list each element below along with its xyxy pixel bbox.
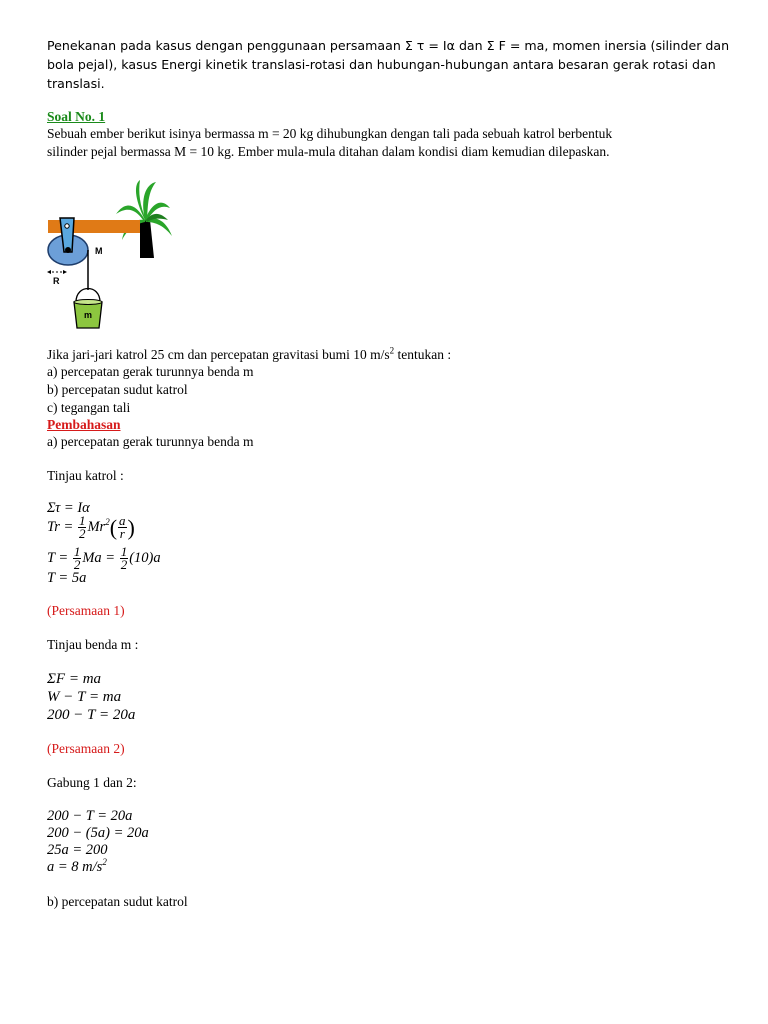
- pulley-figure: [44, 174, 184, 334]
- question-intro-tail: tentukan :: [394, 347, 452, 362]
- benda-heading: Tinjau benda m :: [47, 637, 139, 652]
- solution-part-a: a) percepatan gerak turunnya benda m: [47, 434, 254, 449]
- equation-tr: Tr = $\frac{1}{2}$ Mr$^2$( $\frac{a}{r}$ ): [47, 513, 135, 541]
- equation-200-minus-t: 200 − T = 20a: [47, 707, 136, 723]
- solution-heading: Pembahasan: [47, 417, 121, 432]
- label-M: M: [95, 246, 103, 256]
- question-c: c) tegangan tali: [47, 400, 131, 415]
- question-a: a) percepatan gerak turunnya benda m: [47, 364, 254, 379]
- equation-tr-left: Tr =: [47, 518, 74, 535]
- equation-combine-3: 25a = 200: [47, 842, 108, 858]
- question-intro: [47, 346, 451, 364]
- question-intro-sup: 2: [389, 345, 395, 356]
- equation-result-a: a = 8 $m/s^2$: [47, 857, 107, 875]
- question-intro-text: Jika jari-jari katrol 25 cm dan percepatan gravitasi bumi 10 m/s: [47, 347, 390, 362]
- intro-line-1: Penekanan pada kasus dengan penggunaan persamaan Σ τ = Iα dan Σ F = ma, momen inersia (silinder dan: [47, 38, 730, 53]
- equation-torque: Στ = Iα: [47, 500, 90, 516]
- equation-combine-1: 200 − T = 20a: [47, 808, 133, 824]
- equation-t-5a: T = 5a: [47, 570, 87, 586]
- intro-paragraph: [47, 36, 747, 93]
- problem-line-1: Sebuah ember berikut isinya bermassa m = 20 kg dihubungkan dengan tali pada sebuah katrol berbentuk: [47, 126, 613, 141]
- label-R: R: [53, 276, 60, 286]
- persamaan-1-label: (Persamaan 1): [47, 603, 125, 618]
- fraction-half: $\frac{1}{2}$: [78, 513, 86, 541]
- equation-t-right: (10)a: [129, 549, 161, 566]
- equation-tr-mid: Mr: [87, 518, 106, 535]
- equation-sum-force: ΣF = ma: [47, 671, 102, 687]
- label-m: m: [84, 310, 93, 320]
- persamaan-2-label: (Persamaan 2): [47, 741, 125, 756]
- katrol-heading: Tinjau katrol :: [47, 468, 124, 483]
- question-b: b) percepatan sudut katrol: [47, 382, 188, 397]
- equation-combine-2: 200 − (5a) = 20a: [47, 825, 149, 841]
- palm-tree-illustration: [116, 180, 172, 258]
- intro-line-3: translasi.: [47, 76, 105, 91]
- problem-heading: Soal No. 1: [47, 109, 106, 124]
- equation-w-minus-t: W − T = ma: [47, 689, 122, 705]
- equation-t-mid: Ma =: [82, 549, 116, 566]
- equation-t-ma: T = $\frac{1}{2}$ Ma = $\frac{1}{2}$ (10)a: [47, 544, 161, 572]
- problem-line-2: silinder pejal bermassa M = 10 kg. Ember mula-mula ditahan dalam kondisi diam kemudian dilepaskan.: [47, 144, 610, 159]
- equation-t-left: T =: [47, 549, 69, 566]
- fraction-a-over-r: $\frac{a}{r}$: [119, 513, 126, 541]
- solution-part-b: b) percepatan sudut katrol: [47, 894, 188, 909]
- intro-line-2: bola pejal), kasus Energi kinetik translasi-rotasi dan hubungan-hubungan antara besaran gerak rotasi dan: [47, 57, 716, 72]
- gabung-heading: Gabung 1 dan 2:: [47, 775, 137, 790]
